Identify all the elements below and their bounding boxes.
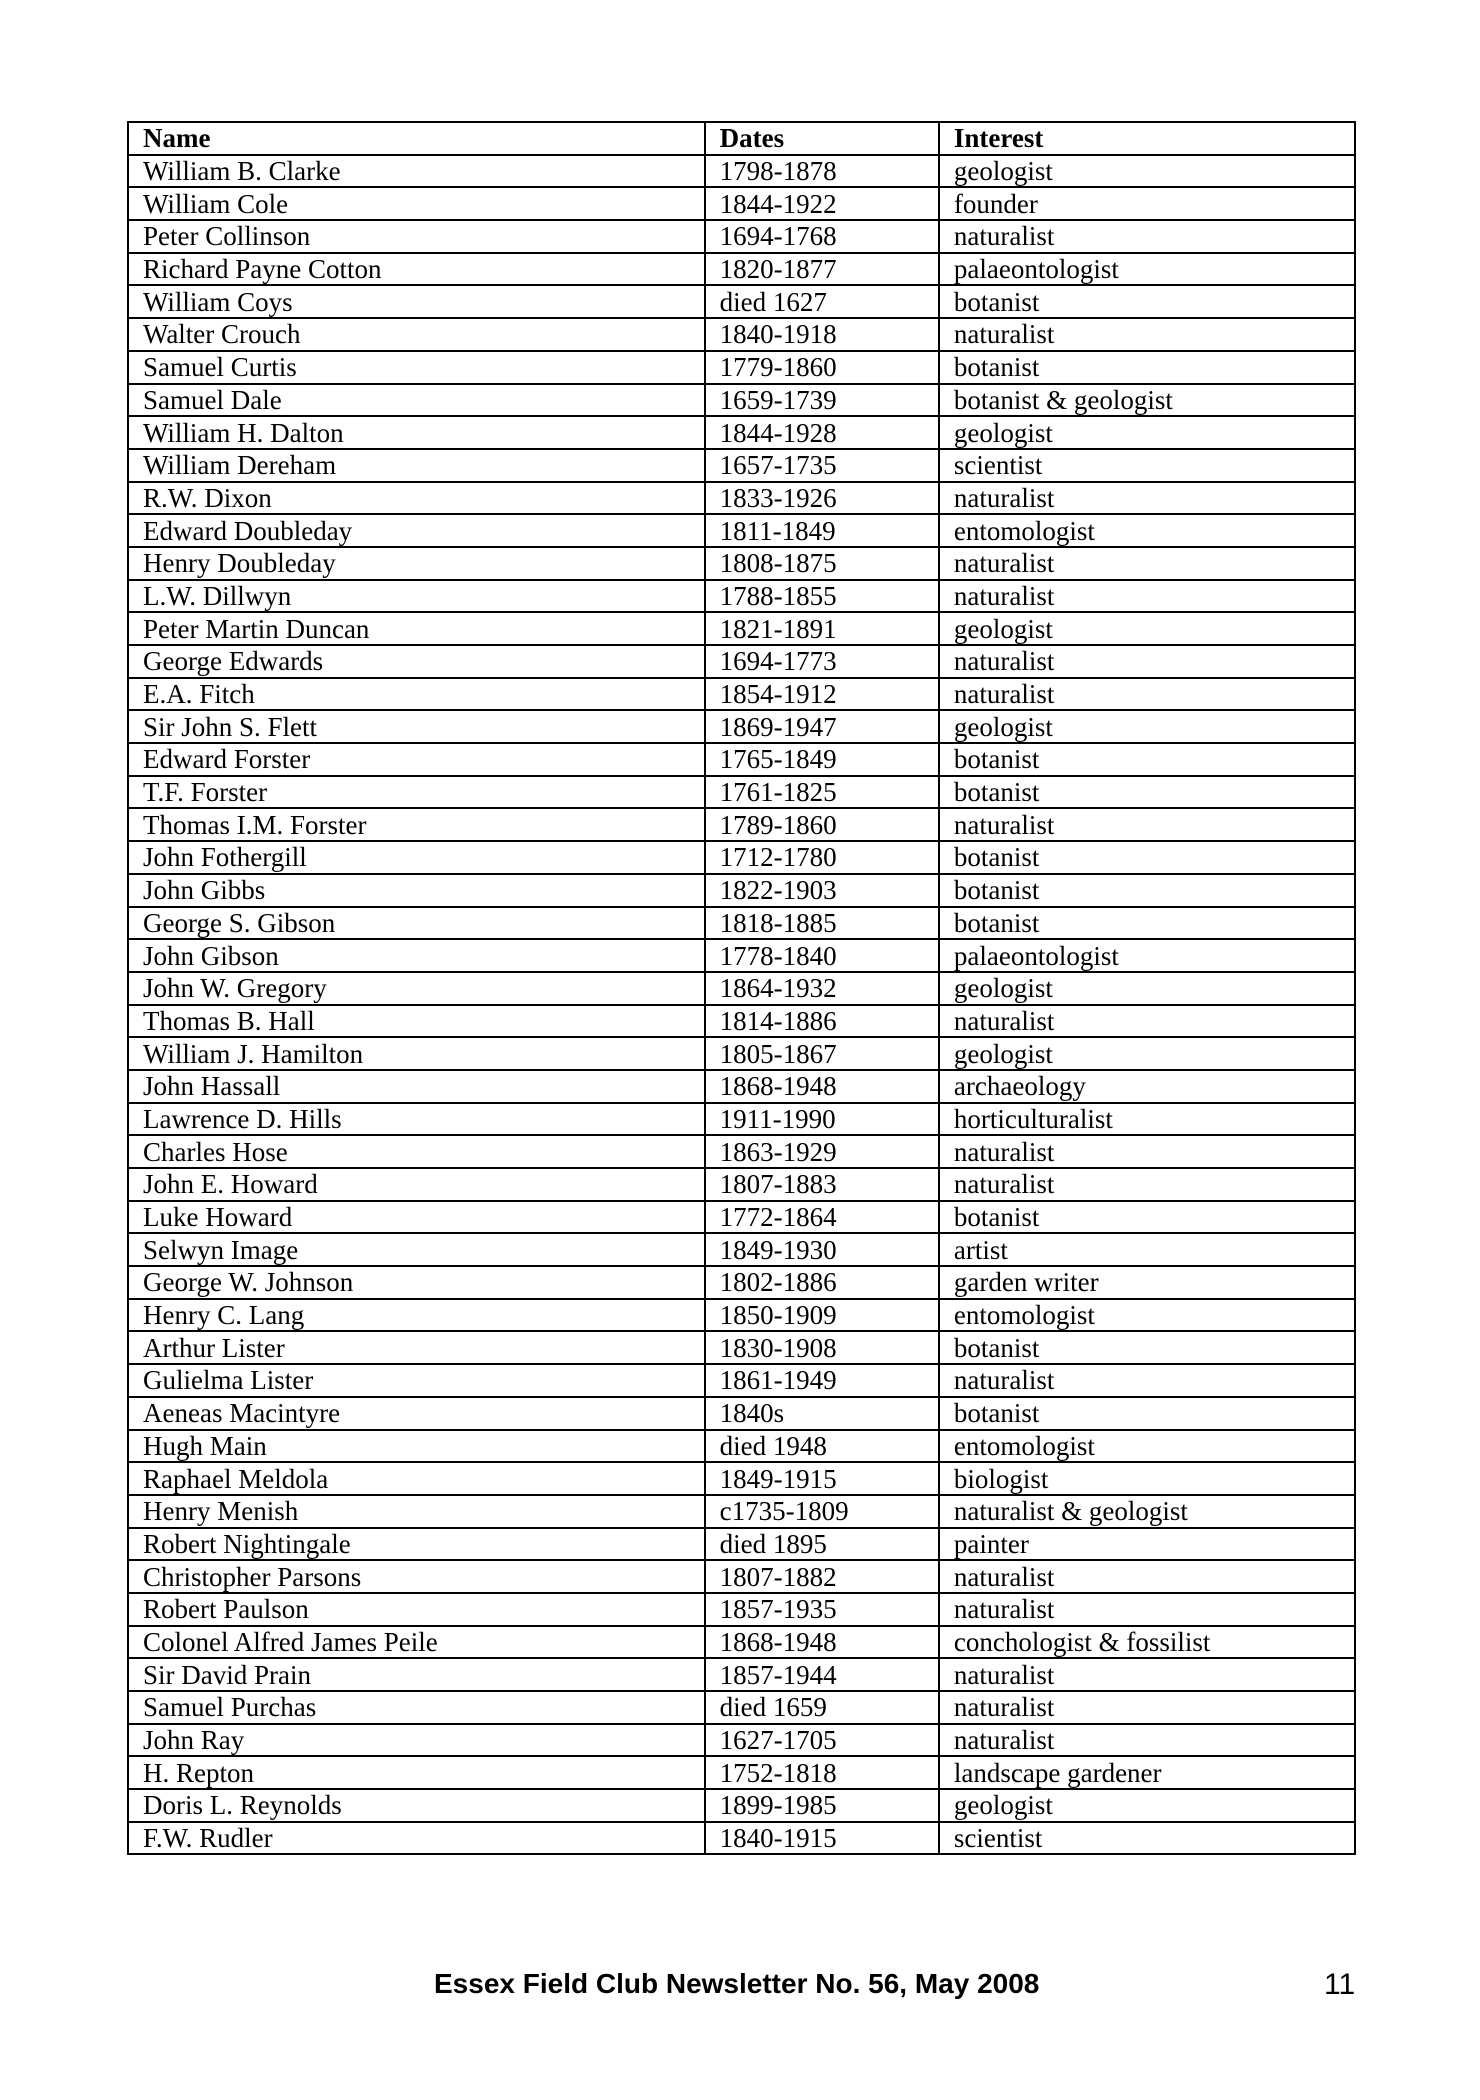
name-cell: E.A. Fitch xyxy=(128,678,705,711)
name-cell: William H. Dalton xyxy=(128,416,705,449)
name-cell: George W. Johnson xyxy=(128,1266,705,1299)
table-body xyxy=(128,155,1355,1855)
name-cell: Peter Martin Duncan xyxy=(128,612,705,645)
dates-cell: 1864-1932 xyxy=(705,972,939,1005)
interest-cell: garden writer xyxy=(939,1266,1355,1299)
table-row xyxy=(128,1528,1355,1561)
name-cell: John W. Gregory xyxy=(128,972,705,1005)
table-header-row xyxy=(128,122,1355,155)
dates-cell: died 1659 xyxy=(705,1691,939,1724)
table-row xyxy=(128,1822,1355,1855)
interest-cell: botanist xyxy=(939,907,1355,940)
dates-cell: 1807-1882 xyxy=(705,1560,939,1593)
dates-cell: 1627-1705 xyxy=(705,1724,939,1757)
dates-cell: 1765-1849 xyxy=(705,743,939,776)
name-cell: Christopher Parsons xyxy=(128,1560,705,1593)
interest-cell: geologist xyxy=(939,612,1355,645)
name-cell: Thomas B. Hall xyxy=(128,1005,705,1038)
table-row xyxy=(128,351,1355,384)
table-row xyxy=(128,841,1355,874)
interest-cell: botanist xyxy=(939,1397,1355,1430)
dates-cell: 1899-1985 xyxy=(705,1789,939,1822)
interest-cell: artist xyxy=(939,1233,1355,1266)
name-cell: John Gibbs xyxy=(128,874,705,907)
dates-cell: c1735-1809 xyxy=(705,1495,939,1528)
dates-cell: 1857-1935 xyxy=(705,1593,939,1626)
name-cell: Hugh Main xyxy=(128,1430,705,1463)
interest-cell: naturalist xyxy=(939,808,1355,841)
interest-cell: scientist xyxy=(939,449,1355,482)
table-row xyxy=(128,1103,1355,1136)
name-cell: Samuel Dale xyxy=(128,384,705,417)
dates-cell: died 1627 xyxy=(705,285,939,318)
dates-cell: 1811-1849 xyxy=(705,514,939,547)
dates-cell: 1863-1929 xyxy=(705,1135,939,1168)
dates-cell: 1808-1875 xyxy=(705,547,939,580)
table-row xyxy=(128,1626,1355,1659)
dates-cell: 1789-1860 xyxy=(705,808,939,841)
name-cell: William Dereham xyxy=(128,449,705,482)
interest-cell: geologist xyxy=(939,1037,1355,1070)
table-row xyxy=(128,1756,1355,1789)
header-name: Name xyxy=(128,122,705,155)
name-cell: William Coys xyxy=(128,285,705,318)
interest-cell: scientist xyxy=(939,1822,1355,1855)
dates-cell: 1778-1840 xyxy=(705,939,939,972)
dates-cell: 1850-1909 xyxy=(705,1299,939,1332)
table-row xyxy=(128,1037,1355,1070)
interest-cell: botanist xyxy=(939,285,1355,318)
interest-cell: naturalist xyxy=(939,678,1355,711)
table-row xyxy=(128,1495,1355,1528)
interest-cell: conchologist & fossilist xyxy=(939,1626,1355,1659)
interest-cell: botanist xyxy=(939,874,1355,907)
name-cell: Raphael Meldola xyxy=(128,1462,705,1495)
dates-cell: died 1895 xyxy=(705,1528,939,1561)
interest-cell: landscape gardener xyxy=(939,1756,1355,1789)
table-row xyxy=(128,710,1355,743)
dates-cell: 1821-1891 xyxy=(705,612,939,645)
table-row xyxy=(128,743,1355,776)
name-cell: Henry C. Lang xyxy=(128,1299,705,1332)
name-cell: Edward Doubleday xyxy=(128,514,705,547)
name-cell: John Gibson xyxy=(128,939,705,972)
name-cell: Charles Hose xyxy=(128,1135,705,1168)
interest-cell: naturalist xyxy=(939,1724,1355,1757)
dates-cell: 1807-1883 xyxy=(705,1168,939,1201)
name-cell: Peter Collinson xyxy=(128,220,705,253)
dates-cell: 1712-1780 xyxy=(705,841,939,874)
table-row xyxy=(128,482,1355,515)
interest-cell: botanist xyxy=(939,1201,1355,1234)
interest-cell: geologist xyxy=(939,155,1355,188)
table-row xyxy=(128,1691,1355,1724)
dates-cell: 1833-1926 xyxy=(705,482,939,515)
interest-cell: palaeontologist xyxy=(939,253,1355,286)
table-row xyxy=(128,612,1355,645)
name-cell: T.F. Forster xyxy=(128,776,705,809)
table-row xyxy=(128,907,1355,940)
name-cell: Colonel Alfred James Peile xyxy=(128,1626,705,1659)
table-row xyxy=(128,1331,1355,1364)
interest-cell: palaeontologist xyxy=(939,939,1355,972)
interest-cell: botanist xyxy=(939,841,1355,874)
table-row xyxy=(128,972,1355,1005)
table-row xyxy=(128,1724,1355,1757)
interest-cell: founder xyxy=(939,187,1355,220)
name-cell: George Edwards xyxy=(128,645,705,678)
dates-cell: 1844-1928 xyxy=(705,416,939,449)
dates-cell: 1844-1922 xyxy=(705,187,939,220)
dates-cell: 1818-1885 xyxy=(705,907,939,940)
dates-cell: 1854-1912 xyxy=(705,678,939,711)
table-row xyxy=(128,1462,1355,1495)
table-row xyxy=(128,1560,1355,1593)
table-row xyxy=(128,416,1355,449)
name-cell: Sir John S. Flett xyxy=(128,710,705,743)
interest-cell: naturalist xyxy=(939,1135,1355,1168)
dates-cell: 1840-1915 xyxy=(705,1822,939,1855)
table-row xyxy=(128,1430,1355,1463)
table-row xyxy=(128,1364,1355,1397)
name-cell: William Cole xyxy=(128,187,705,220)
interest-cell: naturalist xyxy=(939,1168,1355,1201)
dates-cell: 1840-1918 xyxy=(705,318,939,351)
name-cell: Thomas I.M. Forster xyxy=(128,808,705,841)
table-row xyxy=(128,939,1355,972)
table-row xyxy=(128,645,1355,678)
dates-cell: 1798-1878 xyxy=(705,155,939,188)
dates-cell: 1869-1947 xyxy=(705,710,939,743)
interest-cell: naturalist xyxy=(939,1658,1355,1691)
dates-cell: 1694-1768 xyxy=(705,220,939,253)
dates-cell: 1820-1877 xyxy=(705,253,939,286)
interest-cell: geologist xyxy=(939,710,1355,743)
name-cell: L.W. Dillwyn xyxy=(128,580,705,613)
dates-cell: 1911-1990 xyxy=(705,1103,939,1136)
name-cell: William B. Clarke xyxy=(128,155,705,188)
name-cell: William J. Hamilton xyxy=(128,1037,705,1070)
table-row xyxy=(128,1397,1355,1430)
dates-cell: 1868-1948 xyxy=(705,1070,939,1103)
interest-cell: painter xyxy=(939,1528,1355,1561)
table-row xyxy=(128,1201,1355,1234)
dates-cell: 1657-1735 xyxy=(705,449,939,482)
dates-cell: 1788-1855 xyxy=(705,580,939,613)
dates-cell: 1849-1930 xyxy=(705,1233,939,1266)
name-cell: Sir David Prain xyxy=(128,1658,705,1691)
interest-cell: entomologist xyxy=(939,514,1355,547)
interest-cell: naturalist xyxy=(939,580,1355,613)
name-cell: Samuel Curtis xyxy=(128,351,705,384)
name-cell: Henry Menish xyxy=(128,1495,705,1528)
interest-cell: naturalist xyxy=(939,220,1355,253)
interest-cell: geologist xyxy=(939,416,1355,449)
name-cell: John Ray xyxy=(128,1724,705,1757)
table-row xyxy=(128,776,1355,809)
dates-cell: 1814-1886 xyxy=(705,1005,939,1038)
name-cell: Luke Howard xyxy=(128,1201,705,1234)
interest-cell: naturalist xyxy=(939,1691,1355,1724)
name-cell: John Fothergill xyxy=(128,841,705,874)
table-row xyxy=(128,187,1355,220)
name-cell: F.W. Rudler xyxy=(128,1822,705,1855)
table-row xyxy=(128,253,1355,286)
interest-cell: botanist xyxy=(939,351,1355,384)
name-cell: Doris L. Reynolds xyxy=(128,1789,705,1822)
page-number: 11 xyxy=(1324,1968,1356,2001)
interest-cell: entomologist xyxy=(939,1430,1355,1463)
table-row xyxy=(128,155,1355,188)
name-cell: Aeneas Macintyre xyxy=(128,1397,705,1430)
interest-cell: naturalist xyxy=(939,318,1355,351)
table-row xyxy=(128,580,1355,613)
interest-cell: botanist & geologist xyxy=(939,384,1355,417)
interest-cell: geologist xyxy=(939,972,1355,1005)
name-cell: Richard Payne Cotton xyxy=(128,253,705,286)
dates-cell: 1779-1860 xyxy=(705,351,939,384)
header-dates: Dates xyxy=(705,122,939,155)
name-cell: Arthur Lister xyxy=(128,1331,705,1364)
table-row xyxy=(128,1658,1355,1691)
name-cell: John Hassall xyxy=(128,1070,705,1103)
table-row xyxy=(128,514,1355,547)
table-row xyxy=(128,874,1355,907)
header-interest: Interest xyxy=(939,122,1355,155)
interest-cell: biologist xyxy=(939,1462,1355,1495)
interest-cell: naturalist xyxy=(939,1005,1355,1038)
interest-cell: geologist xyxy=(939,1789,1355,1822)
name-cell: Walter Crouch xyxy=(128,318,705,351)
interest-cell: archaeology xyxy=(939,1070,1355,1103)
table-row xyxy=(128,1168,1355,1201)
interest-cell: botanist xyxy=(939,776,1355,809)
table-row xyxy=(128,808,1355,841)
interest-cell: botanist xyxy=(939,1331,1355,1364)
table-row xyxy=(128,384,1355,417)
dates-cell: 1857-1944 xyxy=(705,1658,939,1691)
dates-cell: 1752-1818 xyxy=(705,1756,939,1789)
table-row xyxy=(128,547,1355,580)
table-row xyxy=(128,1233,1355,1266)
interest-cell: naturalist xyxy=(939,645,1355,678)
table-row xyxy=(128,1266,1355,1299)
dates-cell: 1694-1773 xyxy=(705,645,939,678)
table-row xyxy=(128,1789,1355,1822)
naturalists-table xyxy=(127,121,1356,1855)
dates-cell: 1772-1864 xyxy=(705,1201,939,1234)
dates-cell: 1868-1948 xyxy=(705,1626,939,1659)
name-cell: Gulielma Lister xyxy=(128,1364,705,1397)
interest-cell: naturalist xyxy=(939,547,1355,580)
page-footer xyxy=(0,1968,1480,2012)
name-cell: Selwyn Image xyxy=(128,1233,705,1266)
table-row xyxy=(128,318,1355,351)
table-row xyxy=(128,285,1355,318)
interest-cell: botanist xyxy=(939,743,1355,776)
table-row xyxy=(128,1593,1355,1626)
table-row xyxy=(128,678,1355,711)
table-row xyxy=(128,1135,1355,1168)
dates-cell: 1659-1739 xyxy=(705,384,939,417)
interest-cell: naturalist xyxy=(939,1560,1355,1593)
name-cell: George S. Gibson xyxy=(128,907,705,940)
newsletter-title: Essex Field Club Newsletter No. 56, May 2008 xyxy=(434,1968,1040,1999)
interest-cell: naturalist xyxy=(939,1593,1355,1626)
name-cell: Lawrence D. Hills xyxy=(128,1103,705,1136)
dates-cell: 1840s xyxy=(705,1397,939,1430)
interest-cell: entomologist xyxy=(939,1299,1355,1332)
name-cell: Edward Forster xyxy=(128,743,705,776)
dates-cell: 1802-1886 xyxy=(705,1266,939,1299)
name-cell: Henry Doubleday xyxy=(128,547,705,580)
table-row xyxy=(128,1070,1355,1103)
table-row xyxy=(128,1005,1355,1038)
table-row xyxy=(128,1299,1355,1332)
dates-cell: 1761-1825 xyxy=(705,776,939,809)
name-cell: H. Repton xyxy=(128,1756,705,1789)
name-cell: R.W. Dixon xyxy=(128,482,705,515)
dates-cell: 1805-1867 xyxy=(705,1037,939,1070)
name-cell: John E. Howard xyxy=(128,1168,705,1201)
dates-cell: 1830-1908 xyxy=(705,1331,939,1364)
dates-cell: 1822-1903 xyxy=(705,874,939,907)
dates-cell: 1861-1949 xyxy=(705,1364,939,1397)
name-cell: Robert Nightingale xyxy=(128,1528,705,1561)
table-row xyxy=(128,449,1355,482)
dates-cell: died 1948 xyxy=(705,1430,939,1463)
table-row xyxy=(128,220,1355,253)
interest-cell: horticulturalist xyxy=(939,1103,1355,1136)
name-cell: Robert Paulson xyxy=(128,1593,705,1626)
interest-cell: naturalist xyxy=(939,482,1355,515)
name-cell: Samuel Purchas xyxy=(128,1691,705,1724)
dates-cell: 1849-1915 xyxy=(705,1462,939,1495)
interest-cell: naturalist xyxy=(939,1364,1355,1397)
interest-cell: naturalist & geologist xyxy=(939,1495,1355,1528)
